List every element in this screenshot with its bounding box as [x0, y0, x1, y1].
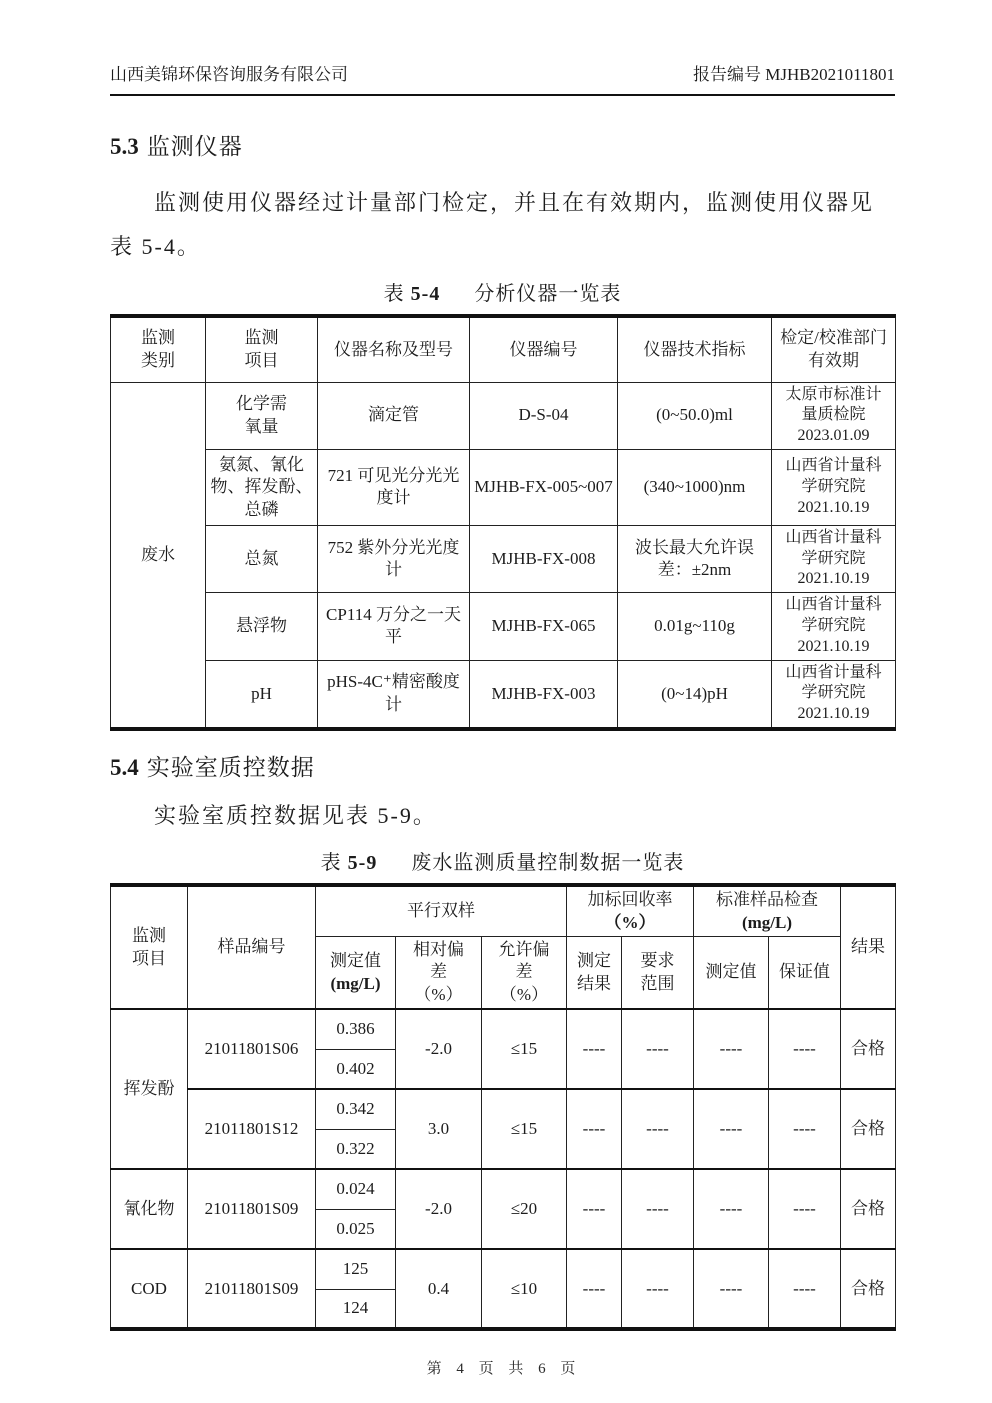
table-header-row: [111, 885, 896, 936]
paragraph-line: 表 5-4。: [110, 234, 201, 259]
cell-relative-deviation: -2.0: [396, 1169, 482, 1249]
cell-spec: (0~50.0)ml: [618, 382, 772, 449]
section-number: 5.4: [110, 755, 139, 781]
paragraph-5-4: [110, 794, 895, 838]
cell-std-measured: ----: [694, 1169, 769, 1249]
cell-item: COD: [111, 1249, 188, 1329]
col-header-sample: 样品编号: [188, 885, 316, 1009]
cell-result: 合格: [841, 1169, 896, 1249]
cell-measured-1: 0.024: [316, 1169, 396, 1209]
table-row: [111, 449, 896, 525]
col-header-required-range: 要求范围: [622, 936, 694, 1009]
caption-title: 分析仪器一览表: [474, 283, 622, 305]
col-header-instrument: 仪器名称及型号: [318, 316, 470, 382]
col-header-allowed-deviation: 允许偏差（%）: [482, 936, 567, 1009]
cell-item: 氨氮、氰化物、挥发酚、总磷: [206, 449, 318, 525]
cell-allowed-deviation: ≤15: [482, 1009, 567, 1089]
col-header-code: 仪器编号: [470, 316, 618, 382]
table-5-4-caption: [110, 277, 895, 306]
cell-instrument: 752 紫外分光光度计: [318, 525, 470, 592]
cell-item: 总氮: [206, 525, 318, 592]
company-name: 山西美锦环保咨询服务有限公司: [110, 65, 348, 84]
col-header-spike-recovery: 加标回收率 （%）: [567, 885, 694, 936]
cell-sample-id: 21011801S06: [188, 1009, 316, 1089]
cell-item: 氰化物: [111, 1169, 188, 1249]
col-header-result: 结果: [841, 885, 896, 1009]
cell-item: 悬浮物: [206, 593, 318, 660]
cell-spike-result: ----: [567, 1249, 622, 1329]
cell-dept: 山西省计量科学研究院 2021.10.19: [772, 449, 896, 525]
col-header-std-measured: 测定值: [694, 936, 769, 1009]
cell-required-range: ----: [622, 1169, 694, 1249]
col-header-category: 监测类别: [111, 316, 206, 382]
cell-relative-deviation: 3.0: [396, 1089, 482, 1169]
cell-item: 化学需氧量: [206, 382, 318, 449]
cell-spec: 0.01g~110g: [618, 593, 772, 660]
cell-measured-2: 0.402: [316, 1049, 396, 1089]
table-row: [111, 1009, 896, 1049]
col-header-parallel: 平行双样: [316, 885, 567, 936]
paragraph-line: 监测使用仪器经过计量部门检定，并且在有效期内，监测使用仪器见: [154, 190, 875, 215]
cell-code: MJHB-FX-005~007: [470, 449, 618, 525]
col-header-measured-value: 测定值 (mg/L): [316, 936, 396, 1009]
cell-code: MJHB-FX-008: [470, 525, 618, 592]
cell-spec: 波长最大允许误差：±2nm: [618, 525, 772, 592]
cell-dept: 山西省计量科学研究院 2021.10.19: [772, 593, 896, 660]
cell-code: D-S-04: [470, 382, 618, 449]
report-number: 报告编号 MJHB2021011801: [693, 65, 895, 84]
table-row: [111, 1249, 896, 1289]
cell-allowed-deviation: ≤20: [482, 1169, 567, 1249]
cell-spike-result: ----: [567, 1089, 622, 1169]
section-number: 5.3: [110, 134, 139, 159]
table-row: [111, 1089, 896, 1129]
col-header-std-certified: 保证值: [769, 936, 841, 1009]
cell-code: MJHB-FX-065: [470, 593, 618, 660]
cell-required-range: ----: [622, 1009, 694, 1089]
cell-spec: (0~14)pH: [618, 660, 772, 729]
cell-sample-id: 21011801S12: [188, 1089, 316, 1169]
cell-required-range: ----: [622, 1249, 694, 1329]
cell-relative-deviation: -2.0: [396, 1009, 482, 1089]
instrument-table: [110, 314, 896, 731]
cell-instrument: 721 可见光分光光度计: [318, 449, 470, 525]
cell-std-measured: ----: [694, 1089, 769, 1169]
cell-item: pH: [206, 660, 318, 729]
cell-measured-1: 125: [316, 1249, 396, 1289]
section-heading-5-3: [110, 128, 895, 161]
caption-number: 5-4: [410, 283, 441, 305]
cell-spike-result: ----: [567, 1009, 622, 1089]
table-header-row: [111, 316, 896, 382]
paragraph-5-3: [110, 181, 895, 269]
table-row: [111, 660, 896, 729]
cell-measured-2: 0.025: [316, 1209, 396, 1249]
cell-measured-1: 0.342: [316, 1089, 396, 1129]
cell-item: 挥发酚: [111, 1009, 188, 1169]
cell-required-range: ----: [622, 1089, 694, 1169]
col-header-spike-result: 测定结果: [567, 936, 622, 1009]
cell-sample-id: 21011801S09: [188, 1169, 316, 1249]
caption-title: 废水监测质量控制数据一览表: [411, 852, 685, 875]
cell-relative-deviation: 0.4: [396, 1249, 482, 1329]
table-row: [111, 593, 896, 660]
table-5-9-caption: [110, 846, 895, 875]
section-title: 监测仪器: [146, 134, 243, 159]
col-header-item: 监测项目: [206, 316, 318, 382]
table-row: [111, 382, 896, 449]
cell-category: 废水: [111, 382, 206, 729]
caption-prefix: 表: [320, 852, 342, 875]
page-number: 第 4 页 共 6 页: [426, 1361, 579, 1378]
caption-number: 5-9: [347, 852, 378, 875]
cell-result: 合格: [841, 1089, 896, 1169]
cell-instrument: pHS-4C⁺精密酸度计: [318, 660, 470, 729]
table-row: [111, 525, 896, 592]
cell-sample-id: 21011801S09: [188, 1249, 316, 1329]
col-header-item: 监测项目: [111, 885, 188, 1009]
cell-allowed-deviation: ≤15: [482, 1089, 567, 1169]
cell-instrument: CP114 万分之一天平: [318, 593, 470, 660]
table-row: [111, 1169, 896, 1209]
paragraph-line: 实验室质控数据见表 5-9。: [154, 803, 437, 829]
cell-instrument: 滴定管: [318, 382, 470, 449]
cell-result: 合格: [841, 1009, 896, 1089]
cell-std-measured: ----: [694, 1009, 769, 1089]
section-title: 实验室质控数据: [146, 755, 315, 781]
caption-prefix: 表: [383, 283, 405, 305]
cell-dept: 太原市标准计量质检院 2023.01.09: [772, 382, 896, 449]
page-header: [110, 0, 895, 96]
cell-std-certified: ----: [769, 1169, 841, 1249]
cell-spike-result: ----: [567, 1169, 622, 1249]
cell-dept: 山西省计量科学研究院 2021.10.19: [772, 525, 896, 592]
cell-spec: (340~1000)nm: [618, 449, 772, 525]
cell-std-measured: ----: [694, 1249, 769, 1329]
cell-std-certified: ----: [769, 1009, 841, 1089]
cell-std-certified: ----: [769, 1089, 841, 1169]
col-header-spec: 仪器技术指标: [618, 316, 772, 382]
qc-data-table: [110, 883, 896, 1331]
section-heading-5-4: [110, 749, 895, 782]
cell-result: 合格: [841, 1249, 896, 1329]
cell-allowed-deviation: ≤10: [482, 1249, 567, 1329]
col-header-relative-deviation: 相对偏差（%）: [396, 936, 482, 1009]
col-header-dept: 检定/校准部门有效期: [772, 316, 896, 382]
col-header-standard-sample: 标准样品检查 (mg/L): [694, 885, 841, 936]
cell-measured-1: 0.386: [316, 1009, 396, 1049]
cell-measured-2: 0.322: [316, 1129, 396, 1169]
cell-code: MJHB-FX-003: [470, 660, 618, 729]
cell-std-certified: ----: [769, 1249, 841, 1329]
cell-dept: 山西省计量科学研究院 2021.10.19: [772, 660, 896, 729]
cell-measured-2: 124: [316, 1289, 396, 1329]
